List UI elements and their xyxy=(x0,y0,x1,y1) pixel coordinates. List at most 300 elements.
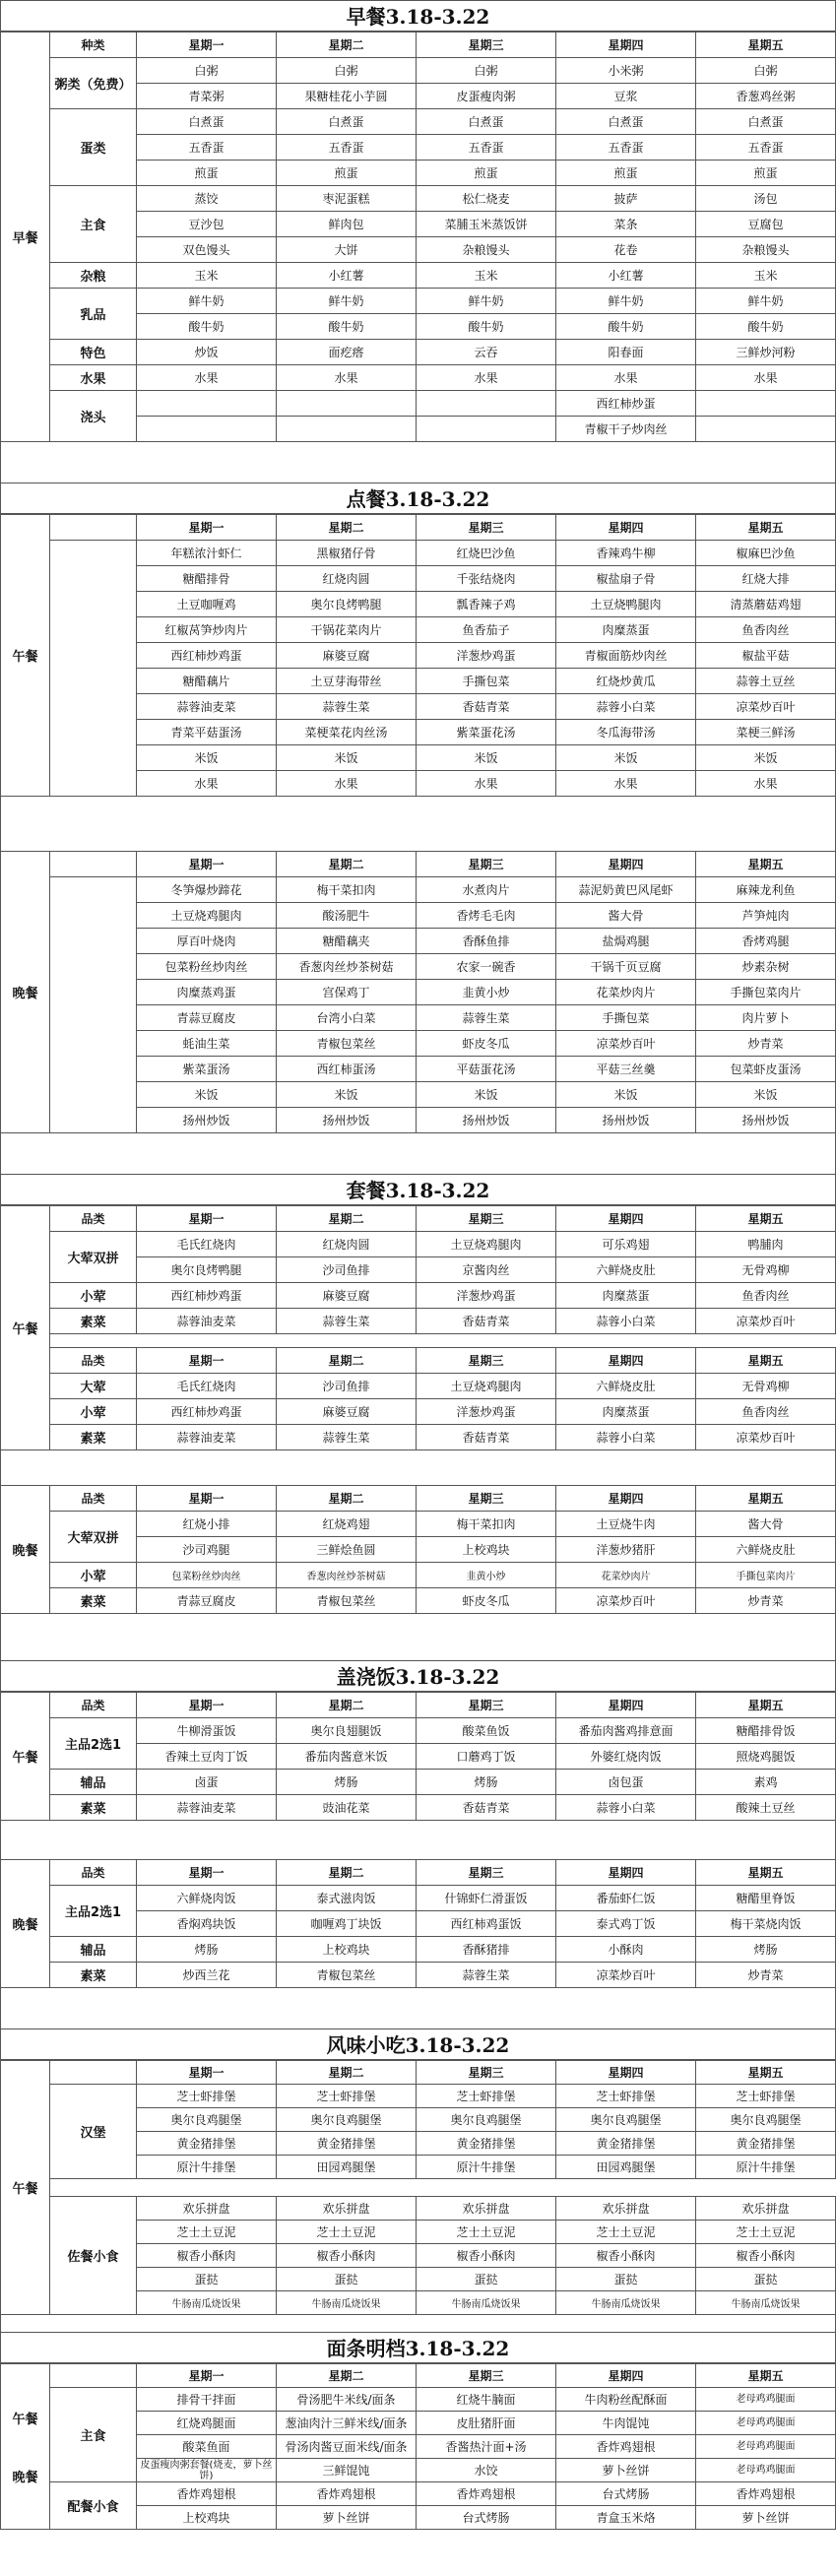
menu-item: 凉菜炒百叶 xyxy=(556,1588,696,1614)
menu-item: 沙司鸡腿 xyxy=(137,1537,277,1563)
menu-item: 骨汤肉酱豆面米线/面条 xyxy=(277,2435,417,2459)
day-header: 星期五 xyxy=(696,515,836,541)
menu-item: 土豆芽海带丝 xyxy=(277,669,417,694)
menu-item: 五香蛋 xyxy=(696,135,836,161)
menu-item: 包菜粉丝炒肉丝 xyxy=(137,1563,277,1588)
menu-item: 三鲜烩鱼圆 xyxy=(277,1537,417,1563)
menu-item: 芦笋炖肉 xyxy=(696,903,836,929)
day-header: 星期二 xyxy=(277,852,417,877)
menu-item: 上校鸡块 xyxy=(417,1537,556,1563)
menu-item: 土豆咖喱鸡 xyxy=(137,592,277,617)
menu-item: 芝士土豆泥 xyxy=(417,2221,556,2244)
menu-item: 凉菜炒百叶 xyxy=(696,1425,836,1450)
day-header: 星期一 xyxy=(137,1693,277,1718)
menu-item: 卤蛋 xyxy=(137,1770,277,1795)
menu-item: 香菇青菜 xyxy=(417,1309,556,1334)
menu-item: 土豆烧鸡腿肉 xyxy=(137,903,277,929)
menu-item: 蒜蓉油麦菜 xyxy=(137,694,277,720)
category-label: 素菜 xyxy=(50,1795,137,1821)
section-spacer xyxy=(0,1446,836,1485)
menu-item: 清蒸蘑菇鸡翅 xyxy=(696,592,836,617)
menu-item: 米饭 xyxy=(277,745,417,771)
section-title: 盖浇饭3.18-3.22 xyxy=(0,1660,836,1692)
menu-item: 蛋挞 xyxy=(417,2268,556,2291)
menu-item: 洋葱炒猪肝 xyxy=(556,1537,696,1563)
menu-item: 煎蛋 xyxy=(277,161,417,186)
menu-item: 玉米 xyxy=(696,263,836,289)
menu-item: 鱼香肉丝 xyxy=(696,617,836,643)
menu-item: 炒饭 xyxy=(137,340,277,365)
menu-item: 毛氏红烧肉 xyxy=(137,1232,277,1257)
menu-item: 蛋挞 xyxy=(556,2268,696,2291)
menu-item: 千张结烧肉 xyxy=(417,566,556,592)
menu-item: 白粥 xyxy=(137,58,277,84)
menu-item: 奥尔良鸡腿堡 xyxy=(417,2108,556,2132)
day-header: 星期二 xyxy=(277,1860,417,1886)
menu-item: 米饭 xyxy=(137,1082,277,1108)
menu-item: 红椒莴笋炒肉片 xyxy=(137,617,277,643)
menu-item: 土豆烧鸭腿肉 xyxy=(556,592,696,617)
category-label: 特色 xyxy=(50,340,137,365)
menu-item: 上校鸡块 xyxy=(137,2506,277,2530)
menu-item: 番茄肉酱意米饭 xyxy=(277,1744,417,1770)
menu-item: 平菇蛋花汤 xyxy=(417,1057,556,1082)
menu-item: 酸牛奶 xyxy=(417,314,556,340)
menu-item: 泰式滋肉饭 xyxy=(277,1886,417,1911)
menu-item: 蛋挞 xyxy=(137,2268,277,2291)
menu-item: 奥尔良烤鸭腿 xyxy=(277,592,417,617)
day-header: 星期一 xyxy=(137,1348,277,1374)
menu-item: 青菜粥 xyxy=(137,84,277,109)
menu-item: 冬瓜海带汤 xyxy=(556,720,696,745)
menu-item: 糖醋里脊饭 xyxy=(696,1886,836,1911)
menu-item: 老母鸡鸡腿面 xyxy=(696,2459,836,2482)
menu-item: 凉菜炒百叶 xyxy=(556,1031,696,1057)
menu-item: 煎蛋 xyxy=(696,161,836,186)
set-meal-dinner-table xyxy=(0,1485,836,1614)
day-header: 星期二 xyxy=(277,2364,417,2388)
menu-item: 豉油花菜 xyxy=(277,1795,417,1821)
menu-item: 麻辣龙利鱼 xyxy=(696,877,836,903)
menu-item: 白煮蛋 xyxy=(696,109,836,135)
menu-item: 红烧牛腩面 xyxy=(417,2388,556,2412)
category-label: 杂粮 xyxy=(50,263,137,289)
section-spacer xyxy=(0,1613,836,1660)
menu-item: 水果 xyxy=(277,771,417,797)
menu-item: 西红柿蛋汤 xyxy=(277,1057,417,1082)
menu-item: 香菇青菜 xyxy=(417,1425,556,1450)
day-header: 星期一 xyxy=(137,515,277,541)
category-header xyxy=(50,515,137,541)
menu-item: 田园鸡腿堡 xyxy=(277,2156,417,2179)
menu-item: 芝士土豆泥 xyxy=(137,2221,277,2244)
menu-item: 水果 xyxy=(417,771,556,797)
menu-item: 椒香小酥肉 xyxy=(417,2244,556,2268)
menu-item: 肉糜蒸蛋 xyxy=(556,1283,696,1309)
menu-item: 鲜牛奶 xyxy=(417,289,556,314)
day-header: 星期二 xyxy=(277,1206,417,1232)
section-spacer xyxy=(0,1820,836,1859)
menu-item: 烤肠 xyxy=(137,1937,277,1963)
menu-item: 蒜蓉土豆丝 xyxy=(696,669,836,694)
day-header: 星期四 xyxy=(556,1486,696,1512)
category-header: 品类 xyxy=(50,1348,137,1374)
menu-item: 韭黄小炒 xyxy=(417,1563,556,1588)
menu-item: 糖醋排骨饭 xyxy=(696,1718,836,1744)
menu-item: 虾皮冬瓜 xyxy=(417,1031,556,1057)
menu-item: 蒜蓉生菜 xyxy=(277,694,417,720)
menu-item: 烤肠 xyxy=(417,1770,556,1795)
menu-item: 肉糜蒸蛋 xyxy=(556,617,696,643)
category-label: 乳品 xyxy=(50,289,137,340)
menu-item: 西红柿炒蛋 xyxy=(556,391,696,417)
section-spacer xyxy=(0,796,836,851)
day-header: 星期五 xyxy=(696,2061,836,2085)
category-label: 素菜 xyxy=(50,1963,137,1988)
menu-item: 枣泥蛋糕 xyxy=(277,186,417,212)
menu-item: 香炸鸡翅根 xyxy=(417,2482,556,2506)
menu-item: 香炸鸡翅根 xyxy=(137,2482,277,2506)
category-label: 辅品 xyxy=(50,1770,137,1795)
menu-item: 红烧小排 xyxy=(137,1512,277,1537)
menu-item: 牛肠南瓜烧饭果 xyxy=(417,2291,556,2315)
menu-item: 扬州炒饭 xyxy=(277,1108,417,1133)
menu-item: 韭黄小炒 xyxy=(417,980,556,1005)
category-label: 粥类（免费） xyxy=(50,58,137,109)
menu-item: 香焖鸡块饭 xyxy=(137,1911,277,1937)
menu-item: 宫保鸡丁 xyxy=(277,980,417,1005)
day-header: 星期二 xyxy=(277,515,417,541)
menu-item: 菜梗菜花肉丝汤 xyxy=(277,720,417,745)
menu-item: 香酥猪排 xyxy=(417,1937,556,1963)
menu-item: 田园鸡腿堡 xyxy=(556,2156,696,2179)
menu-item: 手撕包菜 xyxy=(417,669,556,694)
menu-item: 花菜炒肉片 xyxy=(556,1563,696,1588)
day-header: 星期五 xyxy=(696,852,836,877)
menu-item: 奥尔良鸡腿堡 xyxy=(556,2108,696,2132)
menu-item: 红烧大排 xyxy=(696,566,836,592)
menu-item: 番茄肉酱鸡排意面 xyxy=(556,1718,696,1744)
menu-item: 白煮蛋 xyxy=(137,109,277,135)
menu-item: 香酥鱼排 xyxy=(417,929,556,954)
menu-item: 欢乐拼盘 xyxy=(277,2197,417,2221)
day-header: 星期四 xyxy=(556,515,696,541)
day-header: 星期五 xyxy=(696,1860,836,1886)
menu-item: 梅干菜扣肉 xyxy=(417,1512,556,1537)
menu-item: 盐焗鸡腿 xyxy=(556,929,696,954)
menu-item: 米饭 xyxy=(696,1082,836,1108)
menu-item: 五香蛋 xyxy=(277,135,417,161)
menu-item: 牛肠南瓜烧饭果 xyxy=(696,2291,836,2315)
menu-item: 什锦虾仁滑蛋饭 xyxy=(417,1886,556,1911)
menu-item: 菜条 xyxy=(556,212,696,237)
menu-item: 干锅千页豆腐 xyxy=(556,954,696,980)
menu-item: 西红柿鸡蛋饭 xyxy=(417,1911,556,1937)
section-title: 风味小吃3.18-3.22 xyxy=(0,2029,836,2060)
menu-item: 皮蛋瘦肉粥 xyxy=(417,84,556,109)
menu-item: 玉米 xyxy=(137,263,277,289)
day-header: 星期三 xyxy=(417,1693,556,1718)
row-spacer xyxy=(50,1334,836,1348)
breakfast-table xyxy=(0,32,836,442)
menu-item: 欢乐拼盘 xyxy=(417,2197,556,2221)
menu-item: 口蘑鸡丁饭 xyxy=(417,1744,556,1770)
category-header xyxy=(50,2061,137,2085)
section-title: 早餐3.18-3.22 xyxy=(0,0,836,32)
menu-item: 皮蛋瘦肉粥套餐(烧麦，萝卜丝饼) xyxy=(137,2459,277,2482)
menu-item: 蚝油生菜 xyxy=(137,1031,277,1057)
rice-bowl-lunch-table xyxy=(0,1692,836,1821)
menu-item: 香烤鸡腿 xyxy=(696,929,836,954)
menu-item: 蒜蓉油麦菜 xyxy=(137,1309,277,1334)
menu-item: 照烧鸡腿饭 xyxy=(696,1744,836,1770)
menu-item: 松仁烧麦 xyxy=(417,186,556,212)
menu-item: 水果 xyxy=(556,771,696,797)
menu-item: 米饭 xyxy=(417,745,556,771)
menu-item: 芝士虾排堡 xyxy=(277,2085,417,2108)
menu-item: 酸菜鱼饭 xyxy=(417,1718,556,1744)
menu-item: 芝士虾排堡 xyxy=(137,2085,277,2108)
menu-item: 泰式鸡丁饭 xyxy=(556,1911,696,1937)
day-header: 星期一 xyxy=(137,32,277,58)
row-spacer xyxy=(50,2179,836,2197)
menu-item: 酸菜鱼面 xyxy=(137,2435,277,2459)
menu-item: 青椒包菜丝 xyxy=(277,1963,417,1988)
day-header: 星期二 xyxy=(277,2061,417,2085)
menu-item: 芝士虾排堡 xyxy=(417,2085,556,2108)
menu-item: 老母鸡鸡腿面 xyxy=(696,2412,836,2435)
menu-item: 西红柿炒鸡蛋 xyxy=(137,1283,277,1309)
menu-item: 蛋挞 xyxy=(277,2268,417,2291)
menu-item: 黄金猪排堡 xyxy=(556,2132,696,2156)
menu-item: 包菜虾皮蛋汤 xyxy=(696,1057,836,1082)
menu-item: 香炸鸡翅根 xyxy=(696,2482,836,2506)
day-header: 星期二 xyxy=(277,32,417,58)
menu-item: 奥尔良鸡腿堡 xyxy=(137,2108,277,2132)
menu-item: 黄金猪排堡 xyxy=(417,2132,556,2156)
menu-item: 原汁牛排堡 xyxy=(417,2156,556,2179)
menu-item: 酱大骨 xyxy=(556,903,696,929)
menu-item: 水煮肉片 xyxy=(417,877,556,903)
menu-item: 白煮蛋 xyxy=(556,109,696,135)
category-label: 水果 xyxy=(50,365,137,391)
menu-item: 椒盐平菇 xyxy=(696,643,836,669)
meal-label-lunch: 午餐 xyxy=(12,2412,38,2427)
category-header xyxy=(50,2364,137,2388)
day-header: 星期一 xyxy=(137,1486,277,1512)
menu-item: 炒素杂树 xyxy=(696,954,836,980)
day-header: 星期三 xyxy=(417,2364,556,2388)
menu-item xyxy=(696,391,836,417)
menu-item: 菜脯玉米蒸饭饼 xyxy=(417,212,556,237)
day-header: 星期三 xyxy=(417,1206,556,1232)
menu-item: 汤包 xyxy=(696,186,836,212)
menu-item: 烤肠 xyxy=(277,1770,417,1795)
menu-item: 青盒玉米烙 xyxy=(556,2506,696,2530)
menu-item: 豆腐包 xyxy=(696,212,836,237)
a-la-carte-dinner-table xyxy=(0,851,836,1133)
day-header: 星期一 xyxy=(137,1206,277,1232)
category-blank xyxy=(50,877,137,1133)
menu-item: 椒香小酥肉 xyxy=(556,2244,696,2268)
menu-item: 煎蛋 xyxy=(417,161,556,186)
category-label: 素菜 xyxy=(50,1309,137,1334)
menu-item: 红烧肉圆 xyxy=(277,1232,417,1257)
meal-label: 午餐 xyxy=(1,1693,50,1821)
menu-item: 烤肠 xyxy=(696,1937,836,1963)
day-header: 星期三 xyxy=(417,1348,556,1374)
menu-item: 云吞 xyxy=(417,340,556,365)
menu-item: 沙司鱼排 xyxy=(277,1374,417,1399)
menu-item: 芝士土豆泥 xyxy=(556,2221,696,2244)
menu-item: 六鲜烧皮肚 xyxy=(696,1537,836,1563)
menu-item: 酸牛奶 xyxy=(696,314,836,340)
day-header: 星期四 xyxy=(556,1693,696,1718)
meal-label: 晚餐 xyxy=(1,1486,50,1614)
menu-item: 红烧鸡翅 xyxy=(277,1512,417,1537)
menu-item: 瓢香辣子鸡 xyxy=(417,592,556,617)
menu-item: 洋葱炒鸡蛋 xyxy=(417,643,556,669)
menu-item: 皮肚猪肝面 xyxy=(417,2412,556,2435)
menu-item: 牛肉粉丝配酥面 xyxy=(556,2388,696,2412)
menu-item: 芝士虾排堡 xyxy=(696,2085,836,2108)
menu-item: 五香蛋 xyxy=(556,135,696,161)
menu-item: 六鲜烧皮肚 xyxy=(556,1257,696,1283)
category-header: 品类 xyxy=(50,1206,137,1232)
menu-item: 炒西兰花 xyxy=(137,1963,277,1988)
menu-item xyxy=(696,417,836,442)
menu-item: 香炸鸡翅根 xyxy=(556,2435,696,2459)
day-header: 星期二 xyxy=(277,1348,417,1374)
menu-item: 无骨鸡柳 xyxy=(696,1374,836,1399)
menu-item: 红烧巴沙鱼 xyxy=(417,541,556,566)
menu-item: 蒜蓉生菜 xyxy=(277,1309,417,1334)
menu-item: 奥尔良翅腿饭 xyxy=(277,1718,417,1744)
menu-item: 炒青菜 xyxy=(696,1963,836,1988)
day-header: 星期一 xyxy=(137,2364,277,2388)
menu-item: 梅干菜烧肉饭 xyxy=(696,1911,836,1937)
menu-item: 五香蛋 xyxy=(137,135,277,161)
menu-item: 香酱热汁面+汤 xyxy=(417,2435,556,2459)
menu-item: 水果 xyxy=(556,365,696,391)
section-spacer xyxy=(0,441,836,483)
menu-item: 椒麻巴沙鱼 xyxy=(696,541,836,566)
menu-item: 蒜泥奶黄巴风尾虾 xyxy=(556,877,696,903)
menu-item: 鲜牛奶 xyxy=(277,289,417,314)
category-label: 辅品 xyxy=(50,1937,137,1963)
day-header: 星期五 xyxy=(696,32,836,58)
menu-item: 酸牛奶 xyxy=(556,314,696,340)
day-header: 星期四 xyxy=(556,2061,696,2085)
menu-item: 牛柳滑蛋饭 xyxy=(137,1718,277,1744)
menu-item: 米饭 xyxy=(417,1082,556,1108)
menu-item: 西红柿炒鸡蛋 xyxy=(137,1399,277,1425)
category-header xyxy=(50,852,137,877)
menu-item: 手撕包菜 xyxy=(556,1005,696,1031)
menu-item: 豆浆 xyxy=(556,84,696,109)
menu-item: 六鲜烧肉饭 xyxy=(137,1886,277,1911)
menu-item: 椒香小酥肉 xyxy=(277,2244,417,2268)
menu-item: 凉菜炒百叶 xyxy=(696,1309,836,1334)
menu-item: 香葱肉丝炒茶树菇 xyxy=(277,954,417,980)
menu-item: 小酥肉 xyxy=(556,1937,696,1963)
menu-item: 水果 xyxy=(137,365,277,391)
menu-item: 虾皮冬瓜 xyxy=(417,1588,556,1614)
menu-item: 厚百叶烧肉 xyxy=(137,929,277,954)
day-header: 星期三 xyxy=(417,2061,556,2085)
day-header: 星期二 xyxy=(277,1486,417,1512)
menu-item: 水果 xyxy=(696,771,836,797)
menu-item xyxy=(417,417,556,442)
menu-item: 原汁牛排堡 xyxy=(696,2156,836,2179)
menu-item: 上校鸡块 xyxy=(277,1937,417,1963)
day-header: 星期一 xyxy=(137,1860,277,1886)
menu-item: 酱大骨 xyxy=(696,1512,836,1537)
menu-item: 炒青菜 xyxy=(696,1031,836,1057)
menu-item: 米饭 xyxy=(556,745,696,771)
menu-item: 洋葱炒鸡蛋 xyxy=(417,1283,556,1309)
day-header: 星期五 xyxy=(696,1206,836,1232)
menu-item: 萝卜丝饼 xyxy=(277,2506,417,2530)
menu-item: 卤包蛋 xyxy=(556,1770,696,1795)
menu-item: 三鲜馄饨 xyxy=(277,2459,417,2482)
category-label: 主食 xyxy=(50,186,137,263)
category-label: 汉堡 xyxy=(50,2085,137,2179)
category-label: 主食 xyxy=(50,2388,137,2482)
category-label: 大荤双拼 xyxy=(50,1512,137,1563)
day-header: 星期四 xyxy=(556,852,696,877)
menu-item: 白粥 xyxy=(417,58,556,84)
meal-label: 早餐 xyxy=(1,32,50,442)
day-header: 星期五 xyxy=(696,1348,836,1374)
meal-label-dinner: 晚餐 xyxy=(12,2470,38,2485)
day-header: 星期三 xyxy=(417,1486,556,1512)
menu-item: 披萨 xyxy=(556,186,696,212)
day-header: 星期一 xyxy=(137,2061,277,2085)
menu-item: 扬州炒饭 xyxy=(137,1108,277,1133)
day-header: 星期四 xyxy=(556,1206,696,1232)
day-header: 星期五 xyxy=(696,1693,836,1718)
category-label: 蛋类 xyxy=(50,109,137,186)
menu-item: 香辣土豆肉丁饭 xyxy=(137,1744,277,1770)
menu-item: 鱼香肉丝 xyxy=(696,1283,836,1309)
day-header: 星期五 xyxy=(696,2364,836,2388)
menu-item: 鲜肉包 xyxy=(277,212,417,237)
menu-item: 西红柿炒鸡蛋 xyxy=(137,643,277,669)
menu-item: 芝士土豆泥 xyxy=(277,2221,417,2244)
menu-item: 蒜蓉小白菜 xyxy=(556,1425,696,1450)
category-header: 种类 xyxy=(50,32,137,58)
menu-item: 欢乐拼盘 xyxy=(137,2197,277,2221)
menu-item: 黄金猪排堡 xyxy=(696,2132,836,2156)
menu-item: 鱼香茄子 xyxy=(417,617,556,643)
menu-item: 米饭 xyxy=(137,745,277,771)
day-header: 星期四 xyxy=(556,1348,696,1374)
menu-item: 青椒干子炒肉丝 xyxy=(556,417,696,442)
menu-item: 麻婆豆腐 xyxy=(277,1399,417,1425)
category-label: 小荤 xyxy=(50,1563,137,1588)
menu-item: 米饭 xyxy=(277,1082,417,1108)
menu-item: 麻婆豆腐 xyxy=(277,1283,417,1309)
menu-item: 蒜蓉生菜 xyxy=(277,1425,417,1450)
menu-item: 农家一碗香 xyxy=(417,954,556,980)
menu-item: 鲜牛奶 xyxy=(696,289,836,314)
menu-item: 牛肠南瓜烧饭果 xyxy=(277,2291,417,2315)
category-label: 主品2选1 xyxy=(50,1886,137,1937)
menu-item: 芝士土豆泥 xyxy=(696,2221,836,2244)
menu-item: 蒜蓉生菜 xyxy=(417,1963,556,1988)
section-spacer xyxy=(0,1987,836,2029)
